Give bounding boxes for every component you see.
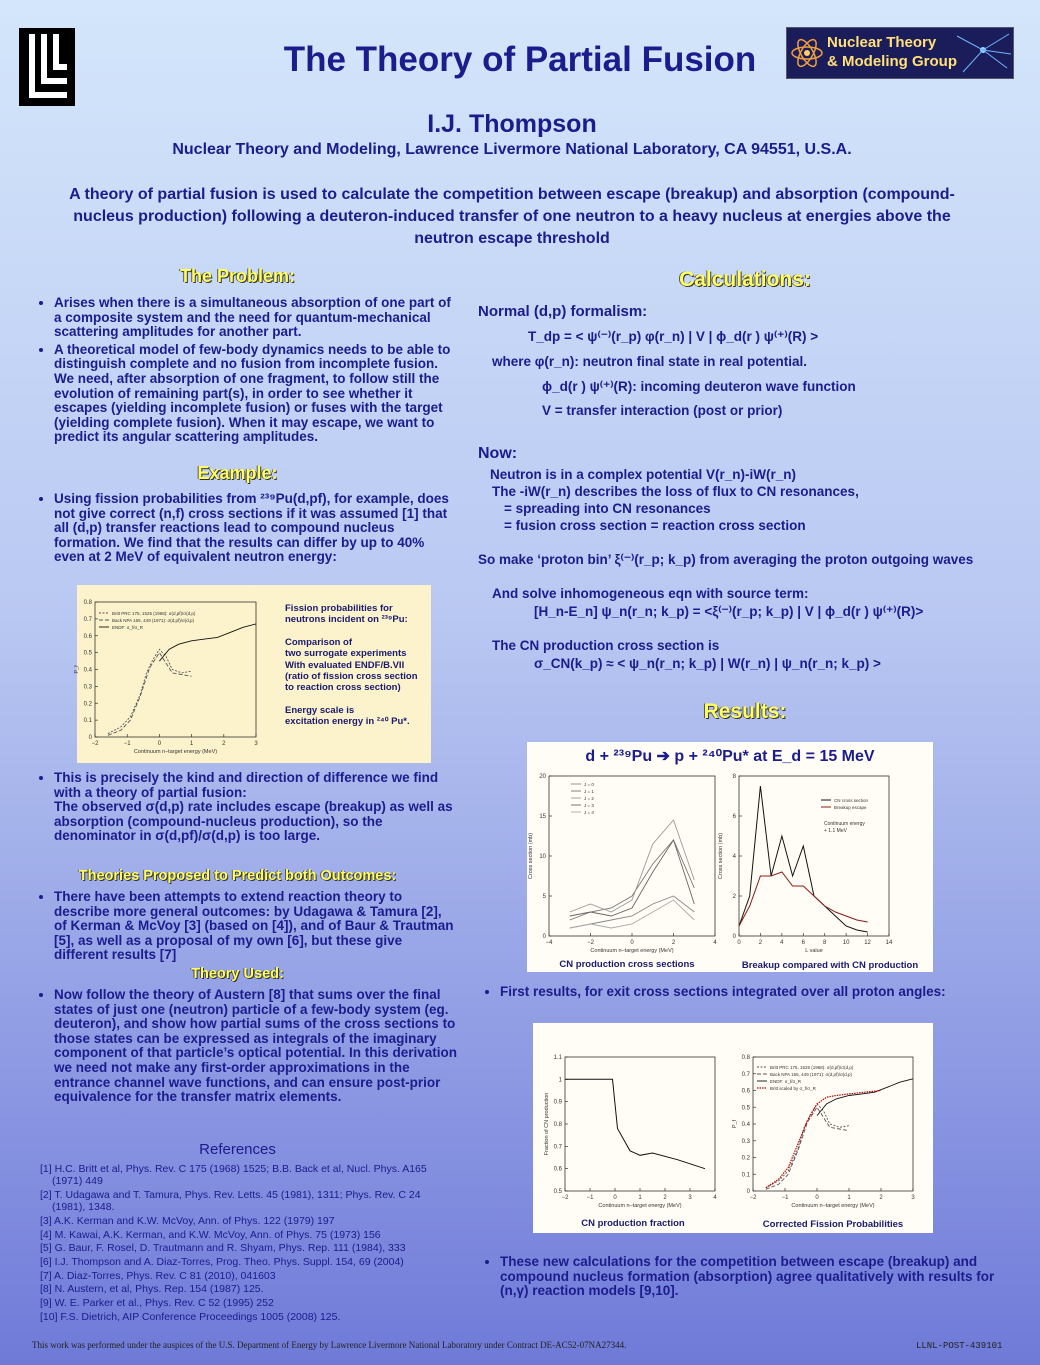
series-line	[766, 1091, 881, 1188]
reference-item: [10] F.S. Dietrich, AIP Conference Proceedings 1005 (2008) 125.	[40, 1310, 341, 1323]
x-tick-label: 2	[758, 940, 763, 946]
first-results-bullets	[478, 985, 1000, 1003]
reference-item: [3] A.K. Kerman and K.W. McVoy, Ann. of Phys. 122 (1979) 197	[40, 1214, 335, 1227]
reference-item: [5] G. Baur, F. Rosel, D. Trautmann and R. Shyam, Phys. Rep. 111 (1984), 333	[40, 1242, 406, 1255]
caption-line	[285, 694, 431, 705]
x-tick-label: 2	[879, 1195, 883, 1201]
y-tick-label: 0.7	[83, 616, 92, 623]
legend-label: Britt PRC 175, 1525 (1968): σ(d,pf)/σ(d,p)	[112, 611, 196, 616]
y-axis-label: Cross section (mb)	[718, 832, 724, 880]
calculations-heading: Calculations:	[679, 268, 811, 291]
now-line: = spreading into CN resonances	[504, 501, 711, 516]
reference-item: [9] W. E. Parker et al., Phys. Rev. C 52 (1995) 252	[40, 1297, 274, 1310]
y-tick-label: 0.2	[83, 701, 92, 708]
plot-frame	[565, 1057, 715, 1191]
x-tick-label: 14	[885, 940, 893, 946]
breakup-caption: Breakup compared with CN production	[741, 960, 919, 971]
corrected-fission-chart	[731, 1023, 931, 1215]
y-tick-label: 0	[732, 934, 736, 940]
corrected-caption: Corrected Fission Probabilities	[762, 1219, 904, 1230]
caption-line: Energy scale is	[285, 704, 355, 716]
x-tick-label: 3	[688, 1195, 692, 1201]
legend-label: Back NPA 165, 449 (1971): σ(d,pf)/σ(d,p)	[770, 1072, 853, 1077]
series-line	[817, 1079, 913, 1116]
inhomogeneous-equation: [H_n-E_n] ψ_n(r_n; k_p) = <ξ⁽⁻⁾(r_p; k_p) | V | ϕ_d(r ) ψ⁽⁺⁾(R)>	[534, 604, 924, 619]
y-tick-label: 0.6	[741, 1088, 750, 1095]
x-tick-label: 2	[671, 940, 676, 946]
list-item: • A theoretical model of few-body dynamics needs to be able to distinguish complete and no fusion from incomplete fusion. We need, after absorption of one fragment, to follow still the evolution of remaining part(s), in order to see whether it escapes (yielding incomplete fusion) or fuses with the target (yielding complete fusion). When it may escape, we want to predict its angular scattering amplitudes.	[54, 343, 458, 445]
example-heading: Example:	[197, 463, 278, 483]
series-line	[739, 872, 868, 926]
x-tick-label: 3	[254, 741, 258, 747]
x-axis-label: Continuum n–target energy (MeV)	[133, 749, 218, 755]
cn-production-chart	[528, 770, 727, 955]
legend-label: ENDF: σ_f/σ_R	[112, 625, 144, 630]
list-item	[54, 771, 458, 844]
x-tick-label: −2	[561, 1195, 569, 1201]
y-tick-label: 0.5	[741, 1105, 750, 1112]
y-tick-label: 0.1	[83, 718, 92, 725]
final-bullets	[478, 1255, 1020, 1302]
reference-item: [8] N. Austern, et al, Phys. Rep. 154 (1987) 125.	[40, 1283, 264, 1296]
series-line	[766, 1107, 849, 1189]
y-tick-label: 4	[732, 854, 736, 860]
y-tick-label: 20	[539, 774, 546, 780]
author: I.J. Thompson	[427, 110, 597, 138]
y-axis-label: Cross section (mb)	[528, 832, 534, 880]
chart-annotation: + 1.1 MeV	[824, 828, 847, 834]
list-item: • First results, for exit cross sections integrated over all proton angles:	[500, 985, 1000, 1000]
y-tick-label: 0.8	[83, 600, 92, 606]
now-line: The -iW(r_n) describes the loss of flux to CN resonances,	[492, 484, 859, 499]
x-tick-label: 0	[630, 940, 634, 946]
x-tick-label: 0	[737, 940, 741, 946]
caption-line: With evaluated ENDF/B.VII	[285, 659, 405, 671]
y-tick-label: 0.4	[83, 667, 92, 674]
x-tick-label: 4	[713, 1195, 717, 1201]
series-line	[159, 624, 256, 661]
cn-production-caption: CN production cross sections	[559, 959, 695, 970]
x-tick-label: 8	[823, 940, 827, 946]
x-tick-label: −2	[91, 741, 99, 747]
fraction-figure	[533, 1023, 933, 1233]
x-tick-label: 12	[864, 940, 871, 946]
list-item: • There have been attempts to extend reaction theory to describe more general outcomes: by Udagawa & Tamura [2], of Kerman & McVoy [3] (based on [4]), and of Baur & Trautman [5], as well as a proposal of my own [6], but these give different results [7]	[54, 890, 458, 963]
x-axis-label: Continuum n–target energy (MeV)	[590, 948, 674, 954]
tdp-equation: T_dp = < ψ⁽⁻⁾(r_p) φ(r_n) | V | ϕ_d(r ) ψ⁽⁺⁾(R) >	[528, 329, 819, 344]
reference-item: [6] I.J. Thompson and A. Diaz-Torres, Prog. Theo. Phys. Suppl. 154, 69 (2004)	[40, 1255, 404, 1268]
x-tick-label: 0	[157, 741, 162, 747]
now-heading: Now:	[478, 445, 518, 462]
theories-bullets	[32, 890, 458, 966]
poster-title: The Theory of Partial Fusion	[283, 40, 757, 79]
x-tick-label: 10	[842, 940, 850, 946]
funding-note: This work was performed under the auspices of the U.S. Department of Energy by Lawrence Livermore National Laboratory under Contract DE-AC52-07NA27344.	[32, 1340, 627, 1350]
reaction-title: d + ²³⁹Pu ➔ p + ²⁴⁰Pu* at E_d = 15 MeV	[585, 748, 875, 765]
list-item: • Now follow the theory of Austern [8] that sums over the final states of just one (neutron) particle of a few-body system (eg. deuteron), and show how partial sums of the cross sections to those states can be expressed as integrals of the imaginary component of that particle’s optical potential. In this derivation we need not make any first-order approximations in the entrance channel wave functions, and can ensure post-prior equivalence for the transfer matrix elements.	[54, 988, 458, 1105]
x-tick-label: 0	[815, 1195, 819, 1201]
cn-fraction-chart	[537, 1023, 727, 1215]
caption-line: two surrogate experiments	[285, 648, 407, 660]
y-tick-label: 1	[558, 1077, 562, 1084]
x-tick-label: −4	[545, 940, 553, 946]
cn-production-equation: σ_CN(k_p) ≈ < ψ_n(r_n; k_p) | W(r_n) | ψ_n(r_n; k_p) >	[534, 656, 881, 671]
y-tick-label: 6	[732, 814, 736, 820]
theory-used-heading: Theory Used:	[191, 966, 284, 982]
x-tick-label: −2	[587, 940, 594, 946]
reference-item: [2] T. Udagawa and T. Tamura, Phys. Rev. Letts. 45 (1981), 1311; Phys. Rev. C 24 (1981), 1348.	[40, 1188, 421, 1214]
caption-line: Comparison of	[285, 636, 353, 648]
x-tick-label: 4	[713, 940, 717, 946]
legend-label: Britt scaled by σ_f/σ_R	[770, 1086, 816, 1091]
references-heading: References	[199, 1141, 276, 1158]
now-line: Neutron is in a complex potential V(r_n)-iW(r_n)	[490, 467, 797, 482]
bullet-line: The observed σ(d,p) rate includes escape (breakup) as well as absorption (compound-nucleus production), so the denominator in σ(d,pf)/σ(d,p) is too large.	[54, 799, 453, 844]
group-logo	[786, 27, 1014, 79]
problem-heading: The Problem:	[179, 266, 295, 286]
y-tick-label: 0.5	[83, 650, 92, 657]
x-tick-label: 2	[222, 741, 226, 747]
deuteron-wave-line: ϕ_d(r ) ψ⁽⁺⁾(R): incoming deuteron wave function	[542, 379, 856, 394]
group-logo-line1: Nuclear Theory	[827, 34, 937, 51]
list-item: • Using fission probabilities from ²³⁹Pu(d,pf), for example, does not give correct (n,f) cross sections if it was assumed [1] that all (d,p) transfer reactions lead to compound nucleus formation. We find that the results can differ by up to 40% even at 2 MeV of equivalent neutron energy:	[54, 492, 458, 565]
x-axis-label: Continuum n–target energy (MeV)	[598, 1203, 682, 1209]
abstract: A theory of partial fusion is used to calculate the competition between escape (breakup) and absorption (compound-nucleus production) following a deuteron-induced transfer of one neutron to a heavy nucleus at energies above the neutron escape threshold	[69, 186, 955, 247]
caption-line: to reaction cross section)	[285, 682, 401, 694]
y-tick-label: 0.3	[83, 684, 92, 691]
y-tick-label: 0.9	[553, 1099, 562, 1106]
fraction-caption: CN production fraction	[581, 1218, 685, 1229]
group-logo-line2: & Modeling Group	[827, 53, 957, 70]
x-tick-label: 3	[911, 1195, 915, 1201]
x-tick-label: 1	[847, 1195, 851, 1201]
x-axis-label: L value	[805, 948, 823, 954]
results-figure	[527, 742, 933, 972]
bullet-line: • This is precisely the kind and direction of difference we find with a theory of partial fusion:	[54, 770, 439, 800]
theories-heading: Theories Proposed to Predict both Outcomes:	[78, 868, 397, 884]
legend-label: J = 0	[584, 782, 594, 787]
x-tick-label: 1	[189, 741, 194, 747]
solve-heading: And solve inhomogeneous eqn with source term:	[492, 586, 809, 601]
y-tick-label: 0.1	[741, 1172, 750, 1179]
series-line	[766, 1104, 849, 1188]
reference-item: [4] M. Kawai, A.K. Kerman, and K.W. McVoy, Ann. of Phys. 75 (1973) 156	[40, 1228, 381, 1241]
post-id: LLNL-POST-439101	[916, 1341, 1003, 1351]
breakup-chart	[718, 770, 923, 955]
y-tick-label: 2	[732, 894, 736, 900]
results-heading: Results:	[703, 700, 787, 723]
figure-caption	[285, 603, 431, 728]
series-line	[108, 653, 192, 736]
theory-used-bullets	[32, 988, 458, 1108]
fission-probability-chart	[74, 585, 282, 763]
y-tick-label: 0	[746, 1189, 750, 1195]
y-tick-label: 0.3	[741, 1138, 750, 1145]
y-axis-label: P_f	[732, 1119, 738, 1129]
y-tick-label: 8	[732, 774, 736, 780]
where-line: where φ(r_n): neutron final state in real potential.	[492, 354, 807, 369]
y-tick-label: 5	[542, 894, 546, 900]
series-line	[108, 649, 192, 733]
list-item: • These new calculations for the competition between escape (breakup) and compound nucleus formation (absorption) agree qualitatively with results for (n,γ) reaction models [9,10].	[500, 1255, 1020, 1299]
affiliation: Nuclear Theory and Modeling, Lawrence Livermore National Laboratory, CA 94551, U.S.A.	[172, 141, 852, 158]
x-tick-label: −2	[749, 1195, 757, 1201]
y-tick-label: 0	[88, 735, 92, 741]
x-tick-label: 2	[663, 1195, 667, 1201]
y-tick-label: 0.2	[741, 1155, 750, 1162]
legend-label: ENDF: σ_f/σ_R	[770, 1079, 802, 1084]
caption-line: neutrons incident on ²³⁹Pu:	[285, 614, 408, 626]
example-bullets-2	[32, 771, 458, 847]
y-axis-label: Fraction of CN production	[544, 1092, 550, 1156]
x-tick-label: −1	[123, 741, 131, 747]
fission-probabilities-figure	[74, 585, 431, 763]
reference-item: [7] A. Diaz-Torres, Phys. Rev. C 81 (2010), 041603	[40, 1269, 276, 1282]
references-list	[40, 1163, 432, 1324]
legend-label: J = 3	[584, 803, 594, 808]
y-tick-label: 0.7	[553, 1144, 562, 1151]
y-tick-label: 0.5	[553, 1189, 562, 1195]
legend-label: J = 4	[584, 810, 594, 815]
plot-frame	[753, 1057, 913, 1191]
list-item: • Arises when there is a simultaneous absorption of one part of a composite system and the need for quantum-mechanical scattering amplitudes for another part.	[54, 296, 458, 340]
caption-line: Fission probabilities for	[285, 603, 393, 614]
legend-label: J = 2	[584, 796, 594, 801]
y-tick-label: 1.1	[553, 1055, 562, 1061]
reference-item: [1] H.C. Britt et al, Phys. Rev. C 175 (1968) 1525; B.B. Back et al, Nucl. Phys. A165 (1971) 449	[40, 1163, 427, 1188]
x-tick-label: 1	[638, 1195, 642, 1201]
y-tick-label: 0	[542, 934, 546, 940]
y-tick-label: 0.8	[741, 1055, 750, 1061]
y-tick-label: 0.8	[553, 1122, 562, 1128]
chart-annotation: Continuum energy	[824, 821, 865, 827]
normal-formalism-heading: Normal (d,p) formalism:	[478, 303, 648, 320]
legend-label: Back NPA 165, 449 (1971): σ(d,pf)/σ(d,p)	[112, 618, 195, 623]
transfer-interaction-line: V = transfer interaction (post or prior)	[542, 403, 783, 418]
caption-line: (ratio of fission cross section	[285, 671, 418, 683]
y-tick-label: 0.7	[741, 1071, 750, 1078]
x-tick-label: 6	[801, 940, 805, 946]
problem-bullets	[32, 296, 458, 448]
x-tick-label: 0	[613, 1195, 617, 1201]
legend-label: CN cross section	[834, 798, 869, 803]
cn-production-heading: The CN production cross section is	[492, 638, 720, 653]
x-tick-label: −1	[781, 1195, 789, 1201]
legend-label: Breakup escape	[834, 805, 867, 810]
proton-bin-line: So make ‘proton bin’ ξ⁽⁻⁾(r_p; k_p) from averaging the proton outgoing waves	[478, 552, 974, 567]
y-tick-label: 0.6	[553, 1166, 562, 1173]
caption-line: excitation energy in ²⁴⁰ Pu*.	[285, 716, 410, 728]
x-tick-label: 4	[780, 940, 784, 946]
series-line	[565, 1079, 705, 1168]
x-axis-label: Continuum n–target energy (MeV)	[791, 1203, 875, 1209]
y-tick-label: 0.6	[83, 633, 92, 640]
plot-frame	[549, 776, 715, 936]
caption-line	[285, 626, 431, 637]
now-line: = fusion cross section = reaction cross section	[504, 518, 806, 533]
legend-label: Britt PRC 175, 1525 (1968): σ(d,pf)/σ(d,p)	[770, 1065, 854, 1070]
y-tick-label: 10	[539, 854, 546, 860]
series-line	[570, 900, 695, 928]
legend-label: J = 1	[584, 789, 594, 794]
example-bullets	[32, 492, 458, 568]
y-axis-label: P_f	[74, 665, 80, 674]
y-tick-label: 0.4	[741, 1122, 750, 1128]
y-tick-label: 15	[539, 814, 546, 820]
x-tick-label: −1	[586, 1195, 594, 1201]
